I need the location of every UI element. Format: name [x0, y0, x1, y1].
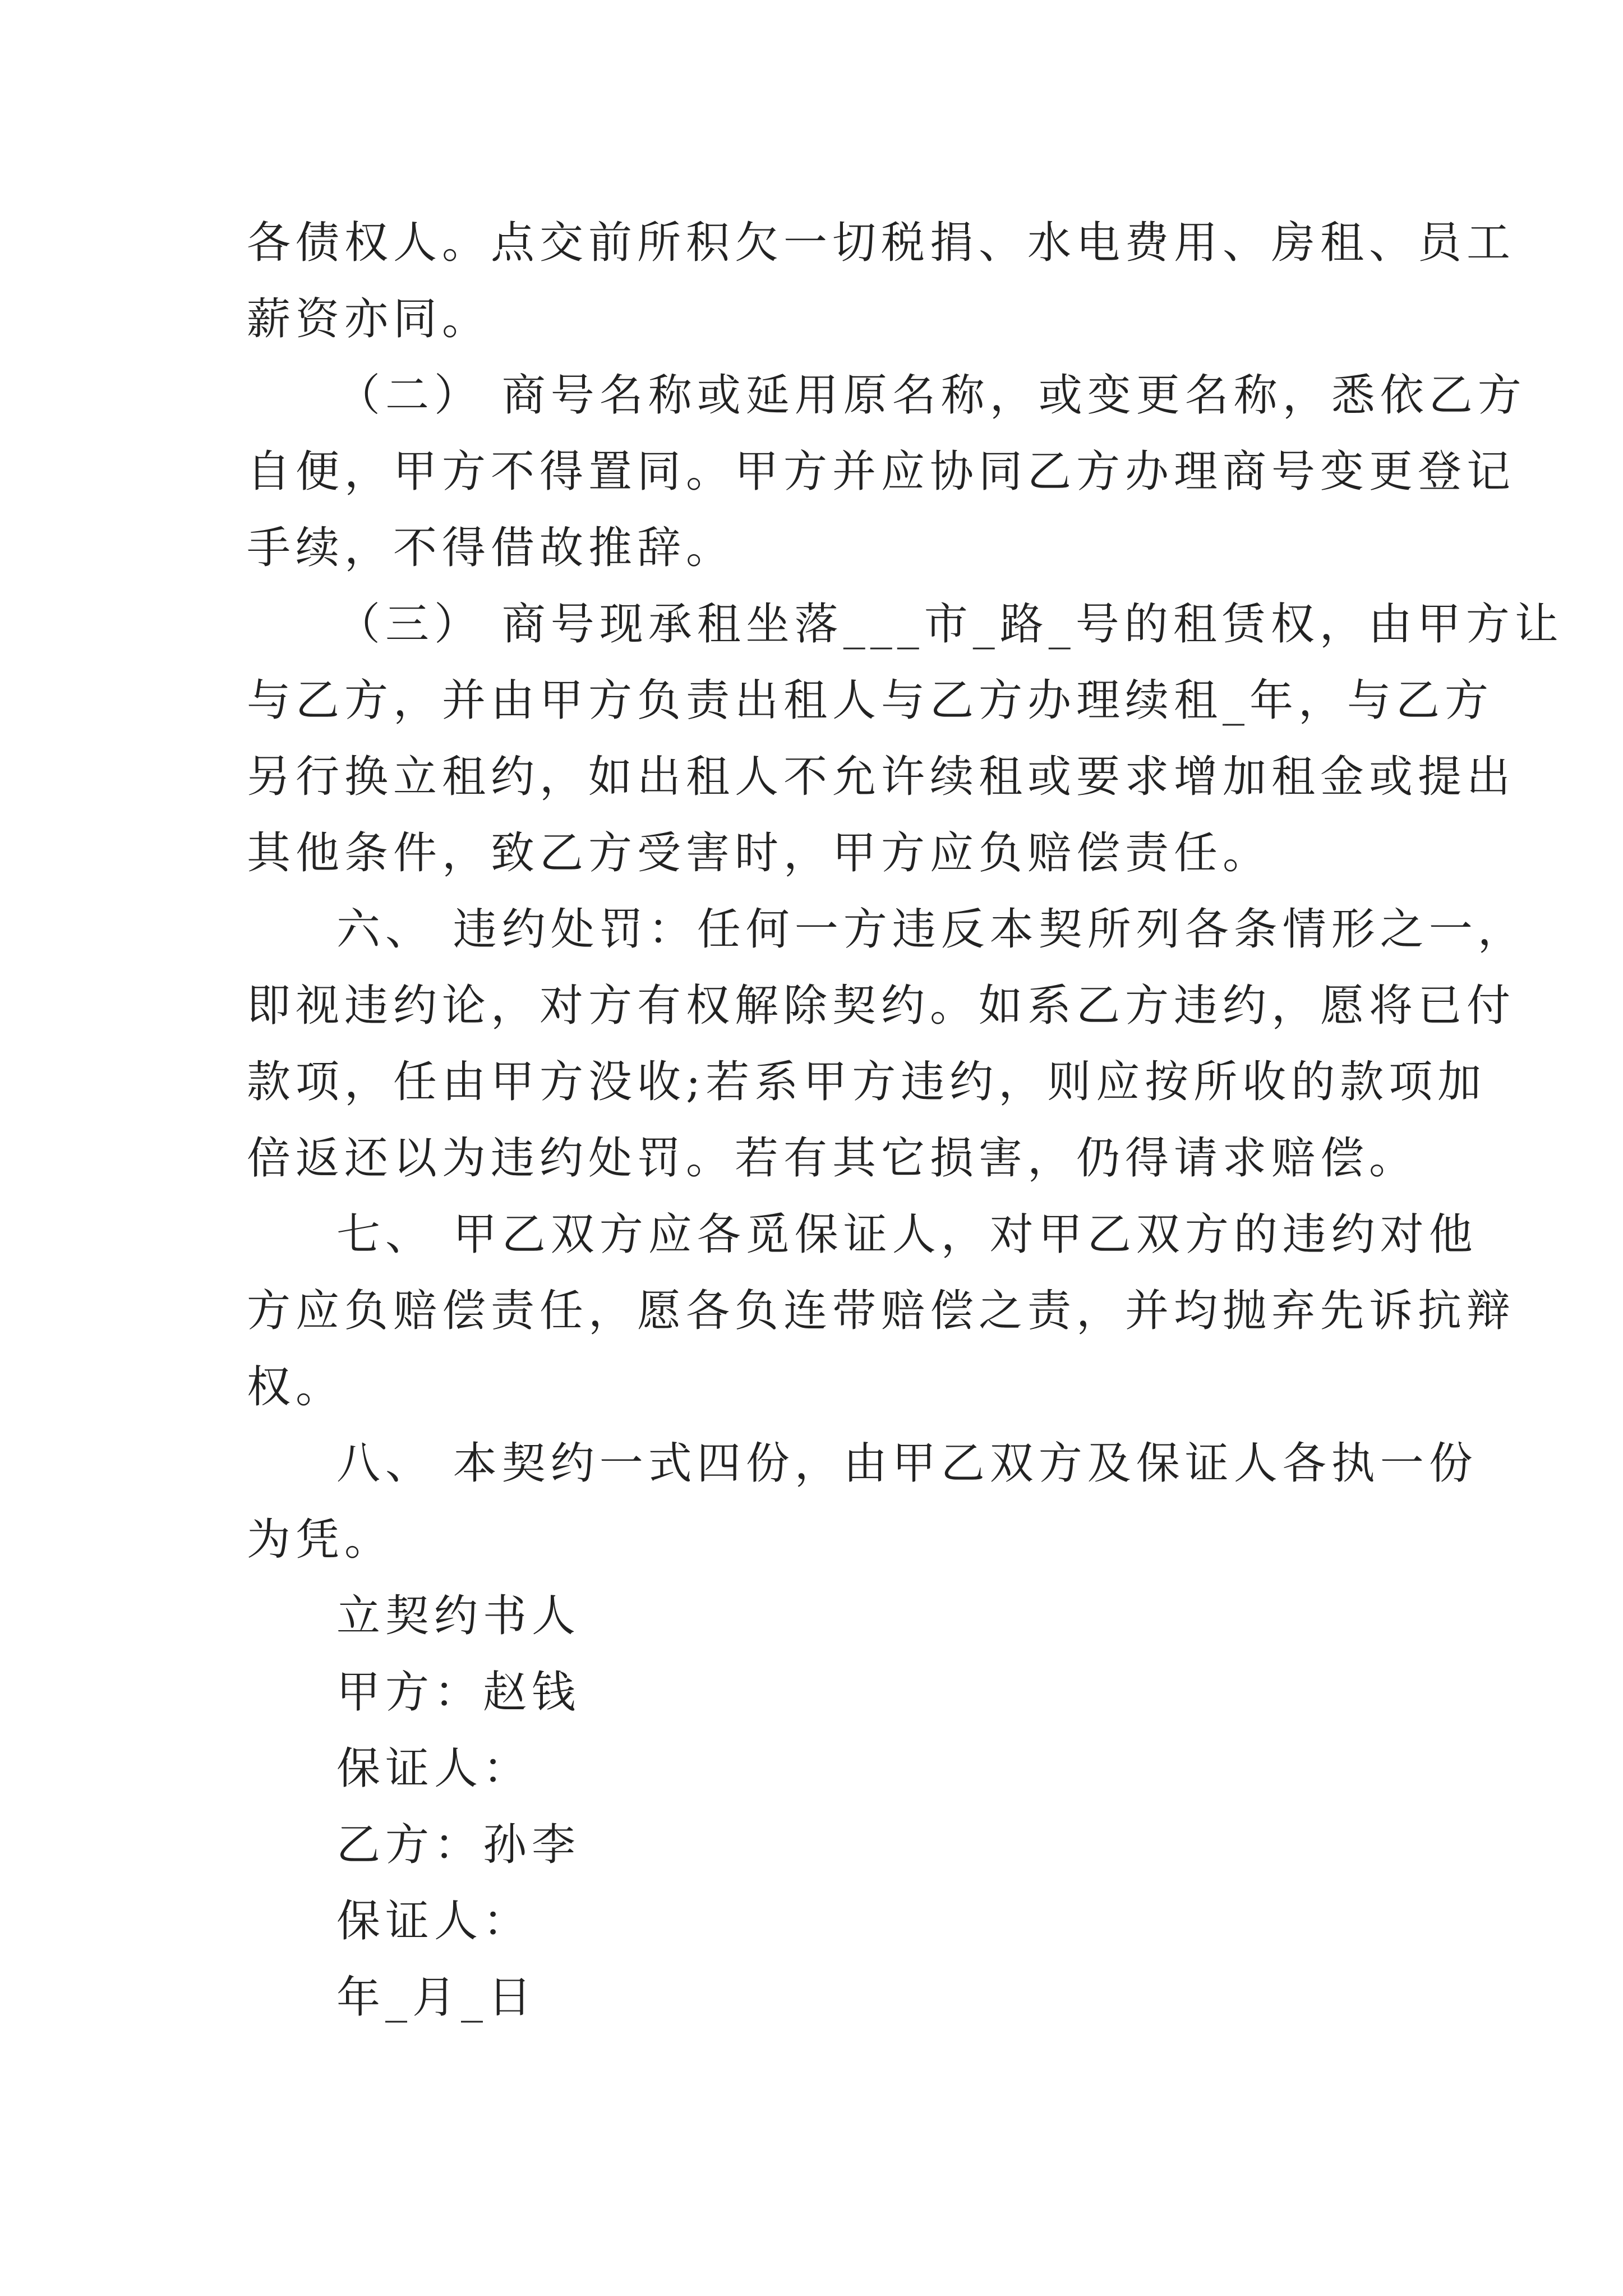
text-line: 为凭。	[247, 1515, 394, 1565]
date-line: 年_月_日	[336, 1972, 537, 2023]
party-a-line: 甲方：赵钱	[336, 1667, 581, 1718]
text-line: 手续，不得借故推辞。	[247, 523, 735, 573]
text-line: 倍返还以为违约处罚。若有其它损害，仍得请求赔偿。	[247, 1133, 1418, 1184]
text-line: 自便，甲方不得置同。甲方并应协同乙方办理商号变更登记	[247, 447, 1516, 497]
guarantor-b-line: 保证人：	[336, 1896, 532, 1947]
paragraph	[247, 1197, 1516, 1425]
paragraph	[247, 586, 1564, 891]
signature-heading: 立契约书人	[336, 1591, 581, 1641]
text-line: 其他条件，致乙方受害时，甲方应负赔偿责任。	[247, 828, 1272, 878]
signature-block	[247, 1578, 1385, 2036]
paragraph	[247, 1425, 1478, 1578]
text-line: 八、 本契约一式四份，由甲乙双方及保证人各执一份	[336, 1438, 1478, 1489]
paragraph	[247, 891, 1527, 1197]
document-body	[247, 205, 1564, 2036]
paragraph	[247, 357, 1527, 586]
text-line: 薪资亦同。	[247, 294, 491, 344]
text-line: 另行换立租约，如出租人不允许续租或要求增加租金或提出	[247, 752, 1516, 802]
text-line: （二） 商号名称或延用原名称，或变更名称，悉依乙方	[336, 370, 1527, 421]
guarantor-a-line: 保证人：	[336, 1743, 532, 1794]
text-line: 各债权人。点交前所积欠一切税捐、水电费用、房租、员工	[247, 218, 1516, 268]
paragraph	[247, 205, 1516, 357]
text-line: 七、 甲乙双方应各觅保证人，对甲乙双方的违约对他	[336, 1209, 1478, 1260]
text-line: 权。	[247, 1362, 345, 1412]
text-line: 款项，任由甲方没收;若系甲方违约，则应按所收的款项加	[247, 1057, 1487, 1107]
party-b-line: 乙方：孙李	[336, 1820, 581, 1870]
text-line: 即视违约论，对方有权解除契约。如系乙方违约，愿将已付	[247, 981, 1516, 1031]
text-line: 六、 违约处罚：任何一方违反本契所列各条情形之一，	[336, 904, 1527, 955]
text-line: （三） 商号现承租坐落___市_路_号的租赁权，由甲方让	[336, 599, 1564, 650]
text-line: 与乙方，并由甲方负责出租人与乙方办理续租_年，与乙方	[247, 675, 1494, 726]
text-line: 方应负赔偿责任，愿各负连带赔偿之责，并均抛弃先诉抗辩	[247, 1286, 1516, 1336]
